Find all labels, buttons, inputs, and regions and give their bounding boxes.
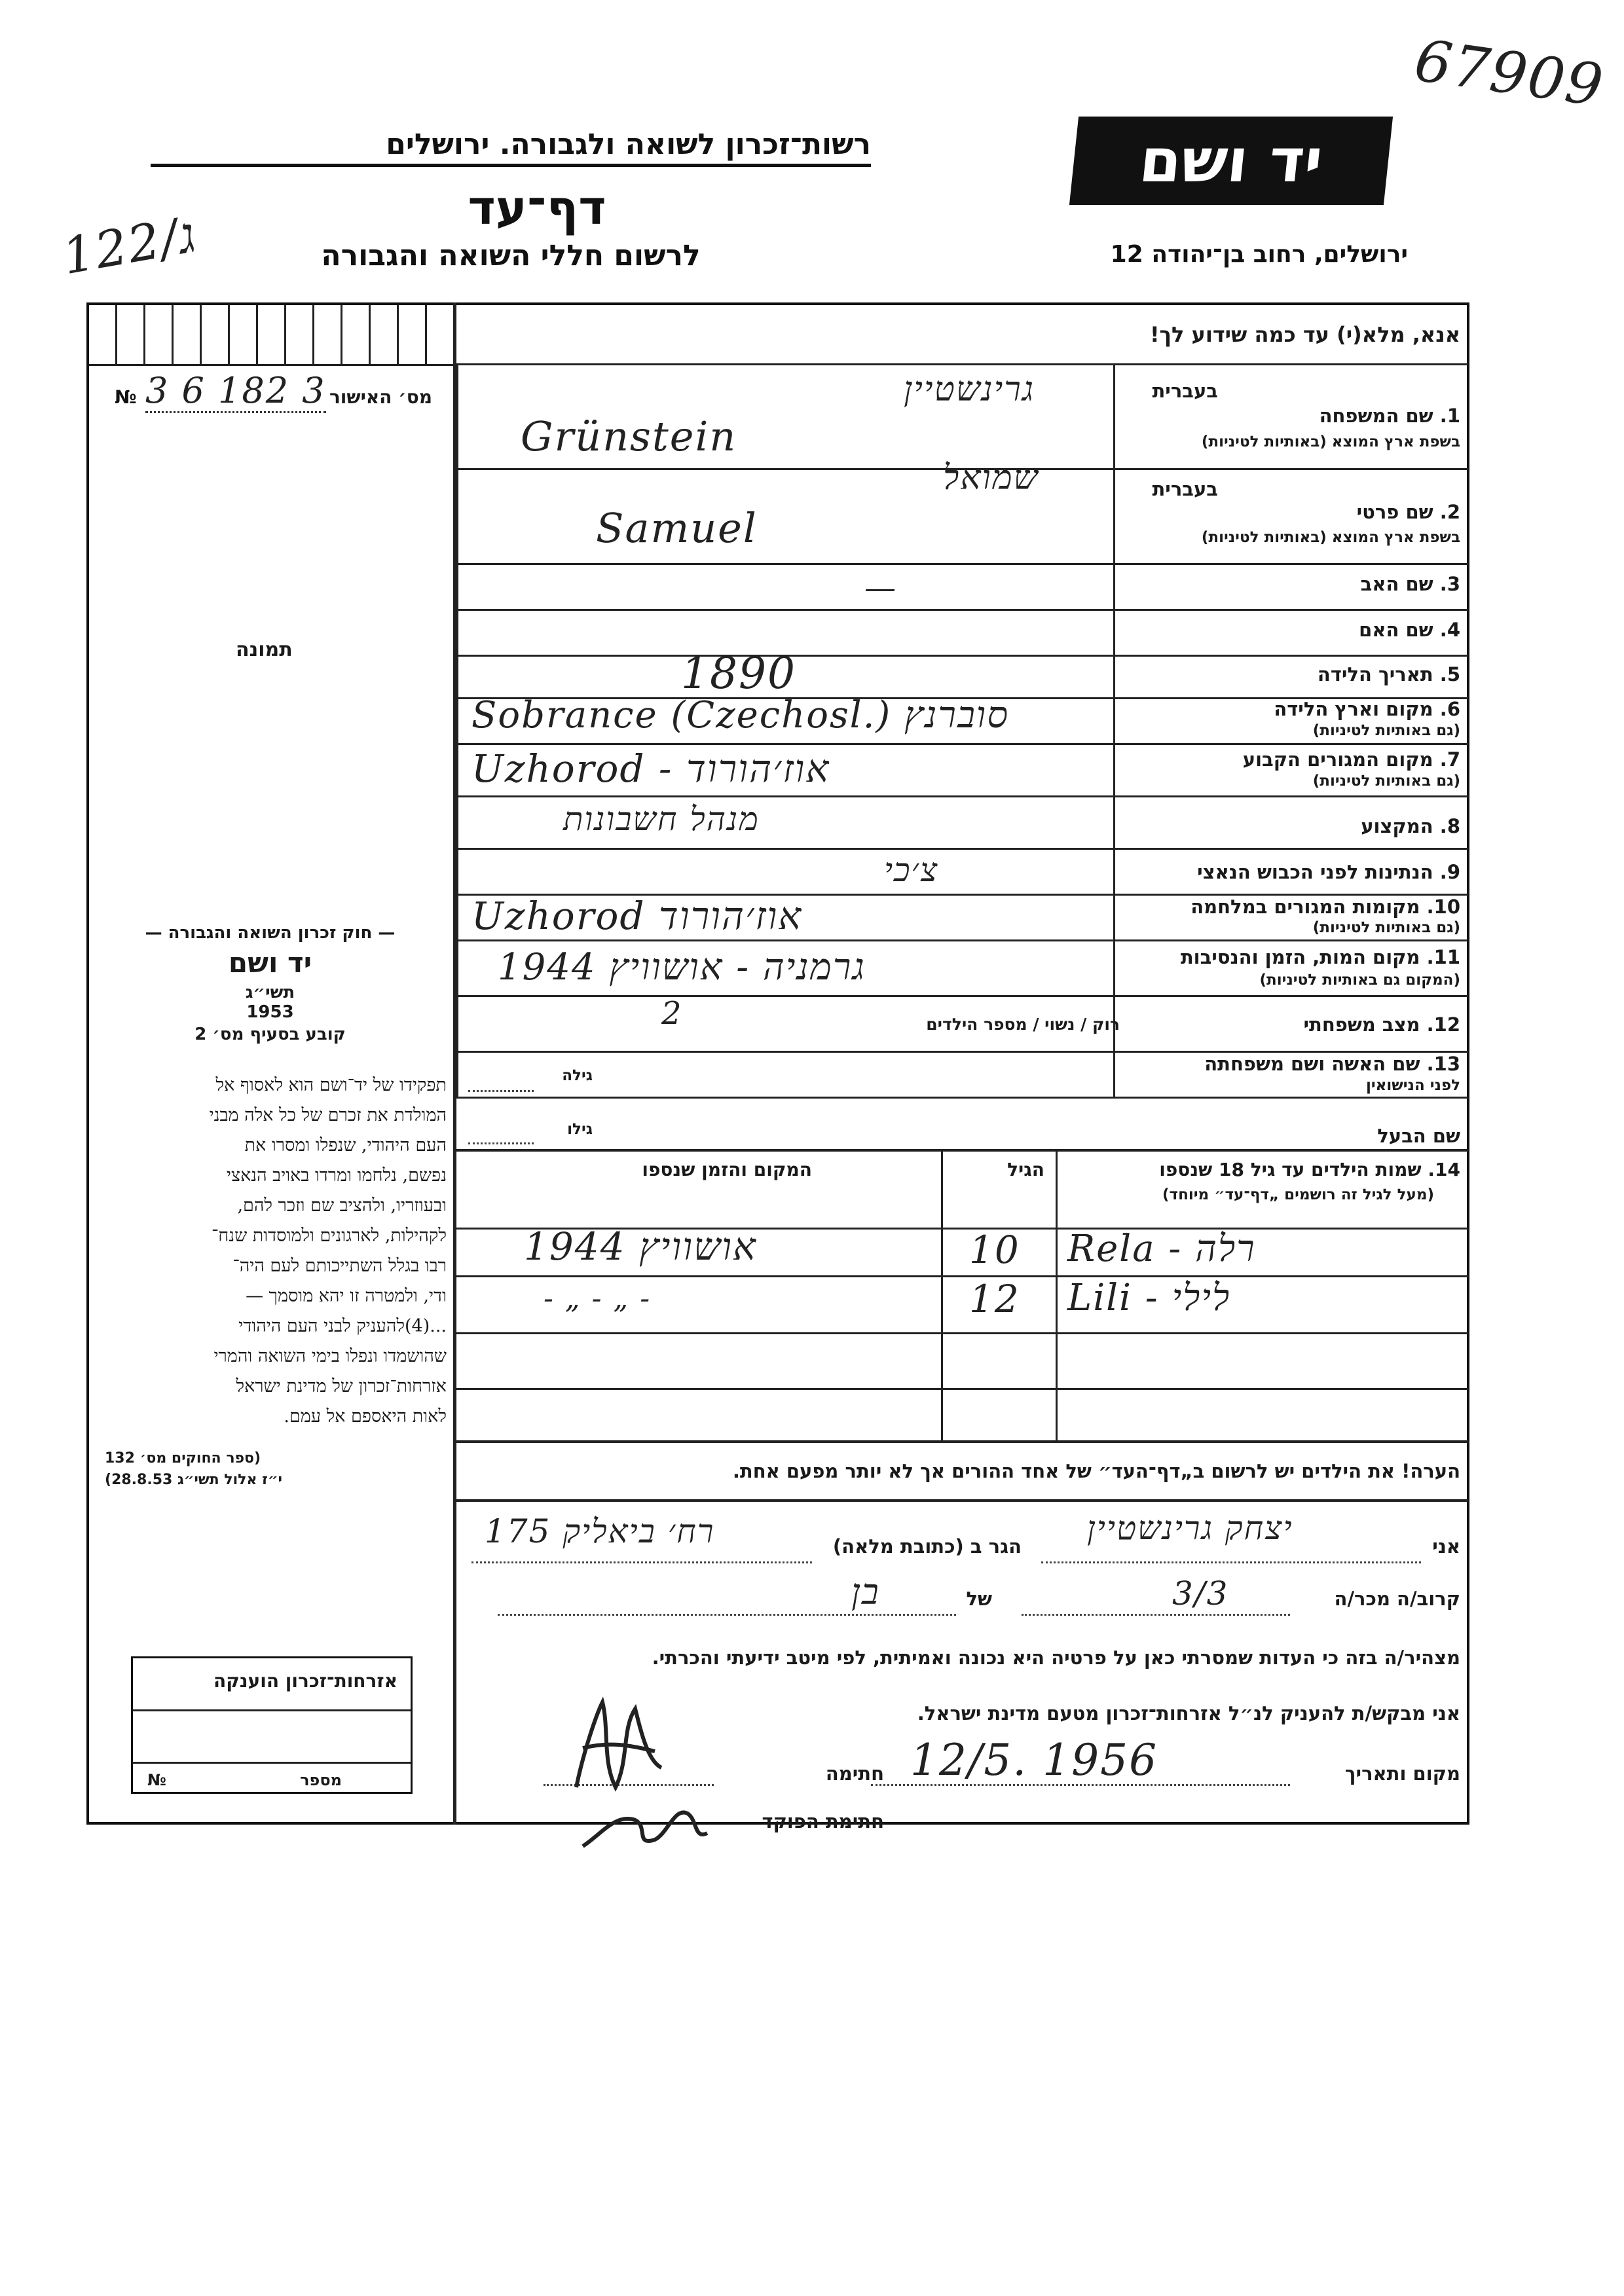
field-1-value-latin: Grünstein xyxy=(521,412,737,460)
declarant-i-label: אני xyxy=(1432,1535,1460,1558)
child-1-age: 10 xyxy=(969,1228,1020,1272)
row-divider xyxy=(456,1097,1468,1099)
date-line xyxy=(871,1784,1290,1786)
field-10-value: Uzhorod אוז׳הורוד xyxy=(471,894,803,938)
field-13-sub: לפני הנישואין xyxy=(1366,1077,1460,1094)
address: ירושלים, רחוב בן־יהודה 12 xyxy=(1110,241,1408,268)
field-12-num: 12. xyxy=(1426,1013,1460,1036)
field-8-value: מנהל חשבונות xyxy=(563,800,760,838)
law-year: 1953 xyxy=(246,1002,294,1022)
child-1-place: 1944 אושוויץ xyxy=(524,1224,757,1269)
field-7-name: מקום המגורים הקבוע xyxy=(1242,748,1433,771)
stamp-number: 67909 xyxy=(1411,26,1608,120)
logo-text: יד ושם xyxy=(1136,126,1326,196)
children-row-line xyxy=(456,1275,1468,1277)
children-title-text: שמות הילדים עד גיל 18 שנספו xyxy=(1159,1159,1422,1180)
child-2-place: - „ - „ - xyxy=(544,1282,652,1315)
field-7-value: Uzhorod - אוז׳הורוד xyxy=(471,746,830,791)
approval-strip xyxy=(89,305,453,364)
field-8-label xyxy=(1361,815,1460,837)
law-ref-1: (ספר החוקים מס׳ 132 xyxy=(105,1450,261,1467)
field-9-num: 9. xyxy=(1439,861,1460,883)
field-2-value-hebrew: שמואל xyxy=(943,458,1039,498)
field-12-label xyxy=(1303,1013,1460,1036)
husband-age-label: גילו xyxy=(567,1121,593,1138)
wife-age-line xyxy=(468,1090,534,1092)
children-subtitle: (מעל לגיל זה רושמים „דף־עד״ מיוחד) xyxy=(1162,1186,1434,1203)
field-10-name: מקומות המגורים במלחמה xyxy=(1190,896,1420,918)
of-label: של xyxy=(966,1588,992,1610)
note-divider xyxy=(456,1499,1468,1502)
law-title: — חוק זכרון השואה והגבורה — xyxy=(145,923,396,943)
row-divider xyxy=(456,655,1468,657)
children-num: 14. xyxy=(1428,1159,1460,1180)
children-col xyxy=(941,1149,943,1442)
row-divider xyxy=(456,609,1468,611)
field-12-children: 2 xyxy=(661,995,683,1032)
law-line: ובעוזריו, ולהציב שם וזכר להם, xyxy=(237,1195,447,1216)
relation-line xyxy=(1022,1614,1290,1616)
request: אני מבקש/ת להעניק לנ״ל אזרחות־זכרון מטעם מדינת ישראל. xyxy=(917,1702,1460,1724)
approval-number: 3 6 182 3 xyxy=(145,370,326,413)
law-name: יד ושם xyxy=(228,947,312,979)
field-9-label xyxy=(1197,861,1460,883)
authority-name: רשות־זכרון לשואה ולגבורה. ירושלים xyxy=(151,128,871,167)
citizenship-line xyxy=(133,1762,411,1764)
wife-age-label: גילה xyxy=(562,1067,593,1084)
official-signature-label: חתימת הפוקד xyxy=(762,1810,884,1832)
declarant-signature xyxy=(557,1689,674,1800)
law-line: תפקידו של יד־ושם הוא לאסוף אל xyxy=(215,1075,447,1095)
field-11-num: 11. xyxy=(1426,946,1460,968)
official-signature xyxy=(576,1787,720,1859)
field-4-label xyxy=(1359,619,1460,641)
field-3-label xyxy=(1361,573,1460,595)
children-col xyxy=(1056,1149,1058,1442)
field-1-value-hebrew: גרינשטיין xyxy=(904,370,1035,409)
field-10-num: 10. xyxy=(1426,896,1460,918)
relation-value: 3/3 xyxy=(1172,1575,1229,1613)
place-header: המקום והזמן שנספו xyxy=(642,1159,812,1180)
field-2-num: 2. xyxy=(1439,501,1460,523)
law-line: שהושמדו ונפלו בימי השואה והמרי xyxy=(213,1346,447,1366)
field-7-num: 7. xyxy=(1439,748,1460,771)
note xyxy=(733,1460,1460,1482)
field-5-value: 1890 xyxy=(681,648,796,699)
field-11-label xyxy=(1181,946,1460,968)
field-13-name: שם האשה ושם משפחתה xyxy=(1204,1053,1420,1075)
note-text: את הילדים יש לרשום ב„דף־העד״ של אחד ההורים אך לא יותר מפעם אחת. xyxy=(732,1460,1395,1482)
husband-age-line xyxy=(468,1142,534,1144)
law-line: המולדת את זכרם של כל אלה מבני xyxy=(209,1105,447,1125)
law-line: לקהילות, לארגונים ולמוסדות שנח־ xyxy=(211,1226,447,1246)
law-line: ...(4)להעניק לבני העם היהודי xyxy=(238,1316,447,1336)
field-3-name: שם האב xyxy=(1360,573,1433,595)
field-3-value: — xyxy=(864,570,897,606)
field-8-num: 8. xyxy=(1439,815,1460,837)
children-top xyxy=(456,1149,1468,1152)
field-2-hebrew: בעברית xyxy=(1152,478,1218,500)
husband-label: שם הבעל xyxy=(1377,1125,1460,1147)
signature-label: חתימה xyxy=(825,1762,884,1785)
field-3-num: 3. xyxy=(1439,573,1460,595)
field-5-name: תאריך הלידה xyxy=(1317,663,1433,685)
citizenship-line xyxy=(133,1709,411,1711)
row-divider xyxy=(456,995,1468,997)
statement: מצהיר/ה בזה כי העדות שמסרתי כאן על פרטיה היא נכונה ואמיתית, לפי מיטב ידיעתי והכרתי. xyxy=(652,1647,1460,1669)
declarant-name: יצחק גרינשטיין xyxy=(1087,1509,1293,1547)
value-column-left xyxy=(456,363,458,1097)
law-ref-2: י״ז אלול תשי״ג 28.8.53) xyxy=(105,1472,283,1488)
field-1-label xyxy=(1320,405,1460,427)
field-2-sub: בשפת ארץ המוצא (באותיות לטיניות) xyxy=(1201,529,1460,546)
law-body xyxy=(93,1070,447,1432)
law-line: רבו בגלל השתייכותם לעם היה־ xyxy=(232,1256,447,1276)
child-2-name: Lili - לילי xyxy=(1067,1277,1231,1319)
note-label: הערה! xyxy=(1401,1460,1460,1482)
field-4-num: 4. xyxy=(1439,619,1460,641)
children-row-line xyxy=(456,1332,1468,1334)
citizenship-number-label: מספר xyxy=(300,1771,342,1789)
field-11-name: מקום המות, הזמן והנסיבות xyxy=(1180,946,1420,968)
field-6-value: Sobrance (Czechosl.) סוברנץ xyxy=(471,694,1010,737)
field-9-value: צ׳כי xyxy=(884,851,939,889)
field-7-label xyxy=(1243,748,1460,771)
yad-vashem-logo xyxy=(1069,117,1393,205)
relative-label: קרוב/ה מכר/ה xyxy=(1334,1588,1460,1610)
approval-label: מס׳ האישור xyxy=(329,386,432,408)
form-subtitle: לרשום חללי השואה והגבורה xyxy=(321,239,701,272)
child-2-age: 12 xyxy=(969,1277,1020,1321)
declarant-address: רח׳ ביאליק 175 xyxy=(485,1512,715,1550)
form-title: דף־עד xyxy=(468,180,606,235)
intro-divider xyxy=(456,363,1468,365)
relation-word: בן xyxy=(851,1571,880,1613)
declarant-name-line xyxy=(1041,1561,1421,1563)
field-6-num: 6. xyxy=(1439,698,1460,720)
law-line: ודי, ולמטרה זו יהא מוסמך — xyxy=(246,1286,447,1306)
field-13-label xyxy=(1204,1053,1460,1075)
field-6-sub: (גם באותיות לטיניות) xyxy=(1312,722,1460,739)
field-6-name: מקום וארץ הלידה xyxy=(1274,698,1433,720)
approval-strip-line xyxy=(89,364,453,366)
field-12-options: רוק / נשוי / מספר הילדים xyxy=(926,1015,1120,1034)
field-8-name: המקצוע xyxy=(1361,815,1433,837)
children-title xyxy=(1159,1159,1460,1180)
address-line xyxy=(471,1561,812,1563)
field-1-num: 1. xyxy=(1439,405,1460,427)
form-intro: אנא, מלא(י) עד כמה שידוע לך! xyxy=(1149,322,1460,347)
field-2-value-latin: Samuel xyxy=(596,504,758,552)
age-header: הגיל xyxy=(1007,1159,1044,1180)
field-13-num: 13. xyxy=(1426,1053,1460,1075)
row-divider xyxy=(456,939,1468,941)
field-4-name: שם האם xyxy=(1359,619,1433,641)
citizenship-box xyxy=(131,1656,413,1794)
field-10-label xyxy=(1190,896,1460,918)
field-12-name: מצב משפחתי xyxy=(1303,1013,1420,1036)
field-5-label xyxy=(1318,663,1460,685)
children-bottom xyxy=(456,1440,1468,1443)
field-5-num: 5. xyxy=(1439,663,1460,685)
margin-note: 122/ג xyxy=(58,204,201,286)
field-1-name: שם המשפחה xyxy=(1319,405,1433,427)
law-clause: קובע בסעיף מס׳ 2 xyxy=(194,1025,346,1044)
children-row-line xyxy=(456,1388,1468,1390)
approval-prefix: № xyxy=(115,386,137,408)
place-date-label: מקום ותאריך xyxy=(1344,1762,1460,1785)
row-divider xyxy=(456,795,1468,797)
field-11-sub: (המקום גם באותיות לטיניות) xyxy=(1259,972,1460,989)
law-section xyxy=(92,923,449,1044)
date-value: 12/5. 1956 xyxy=(910,1735,1158,1785)
field-2-label xyxy=(1357,501,1460,523)
law-line: העם היהודי, שנפלו ומסרו את xyxy=(244,1135,447,1156)
citizenship-title: אזרחות־זכרון הוענקה xyxy=(213,1670,397,1692)
field-10-sub: (גם באותיות לטיניות) xyxy=(1312,919,1460,936)
label-column-divider xyxy=(1113,363,1115,1097)
law-line: אזרחות־זכרון של מדינת ישראל xyxy=(236,1376,447,1396)
residing-label: הגר ב (כתובת מלאה) xyxy=(832,1535,1022,1558)
law-line: נפשם, נלחמו ומרדו באויב הנאצי xyxy=(226,1165,447,1186)
field-1-sub: בשפת ארץ המוצא (באותיות לטיניות) xyxy=(1201,433,1460,450)
field-9-name: הנתינות לפני הכבוש הנאצי xyxy=(1197,861,1433,883)
citizenship-number-prefix: № xyxy=(147,1771,166,1789)
field-6-label xyxy=(1274,698,1460,720)
law-line: לאות היאספם אל עמם. xyxy=(284,1406,447,1427)
law-year-hebrew: תשי״ג xyxy=(245,983,295,1002)
field-2-name: שם פרטי xyxy=(1356,501,1433,523)
row-divider xyxy=(456,848,1468,850)
of-line xyxy=(498,1614,956,1616)
child-1-name: Rela - רלה xyxy=(1067,1228,1256,1270)
photo-label: תמונה xyxy=(236,638,293,661)
row-divider xyxy=(456,563,1468,565)
field-7-sub: (גם באותיות לטיניות) xyxy=(1312,773,1460,790)
row-divider xyxy=(456,743,1468,745)
field-1-hebrew: בעברית xyxy=(1152,380,1218,402)
field-11-value: 1944 גרמניה - אושוויץ xyxy=(498,946,866,989)
